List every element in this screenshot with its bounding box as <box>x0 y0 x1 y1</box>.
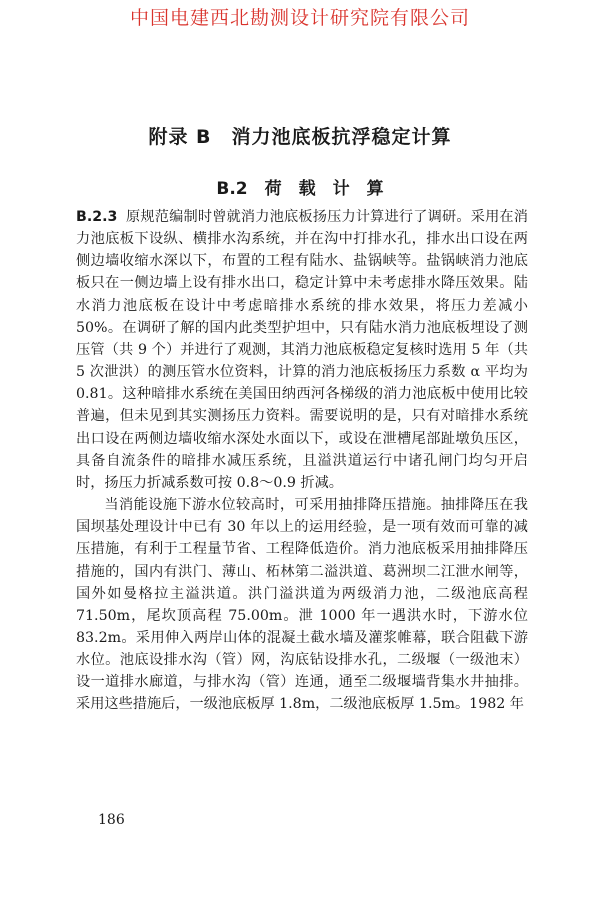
page-number: 186 <box>98 812 125 828</box>
section-title: B.2 荷 载 计 算 <box>216 179 384 199</box>
watermark: 中国电建西北勘测设计研究院有限公司 <box>129 7 470 29</box>
paragraph-1-text: 原规范编制时曾就消力池底板扬压力计算进行了调研。采用在消力池底板下设纵、横排水沟系统，并在沟中打排水孔，排水出口设在两侧边墙收缩水深以下，布置的工程有陆水、盐锅峡等。盐锅峡消力池底板只在一侧边墙上设有排水出口，稳定计算中未考虑排水降压效果。陆水消力池底板在设计中考虑暗排水系统的排水效果，将压力差减小 50%。在调研了解的国内此类型护坦中，只有陆水消力池底板埋设了测压管（共 9 个）并进行了观测，其消力池底板稳定复核时选用 5 年（共 5 次泄洪）的测压管水位资料，计算的消力池底板扬压力系数 α 平均为 0.81。这种暗排水系统在美国田纳西河各梯级的消力池底板中使用比较普遍，但未见到其实测扬压力资料。需要说明的是，只有对暗排水系统出口设在两侧边墙收缩水深处水面以下，或设在泄槽尾部趾墩负压区，具备自流条件的暗排水减压系统，且溢洪道运行中诸孔闸门均匀开启时，扬压力折减系数可按 0.8～0.9 折减。 <box>76 209 528 491</box>
clause-paragraph-1 <box>76 206 528 494</box>
appendix-title: 附录 B 消力池底板抗浮稳定计算 <box>148 126 452 148</box>
clause-number: B.2.3 <box>76 209 118 225</box>
clause-paragraph-2: 当消能设施下游水位较高时，可采用抽排降压措施。抽排降压在我国坝基处理设计中已有 30 年以上的运用经验，是一项有效而可靠的减压措施，有利于工程量节省、工程降低造价。消力池底板采用抽排降压措施的，国内有洪门、薄山、柘林第二溢洪道、葛洲坝二江泄水闸等，国外如曼格拉主溢洪道。洪门溢洪道为两级消力池，二级池底高程 71.50m，尾坎顶高程 75.00m。泄 1000 年一遇洪水时，下游水位 83.2m。采用伸入两岸山体的混凝土截水墙及灌浆帷幕，联合阻截下游水位。池底设排水沟（管）网，沟底钻设排水孔，二级堰（一级池末）设一道排水廊道，与排水沟（管）连通，通至二级堰墙背集水井抽排。采用这些措施后，一级池底板厚 1.8m，二级池底板厚 1.5m。1982 年 <box>76 497 528 713</box>
body-text <box>76 206 528 716</box>
